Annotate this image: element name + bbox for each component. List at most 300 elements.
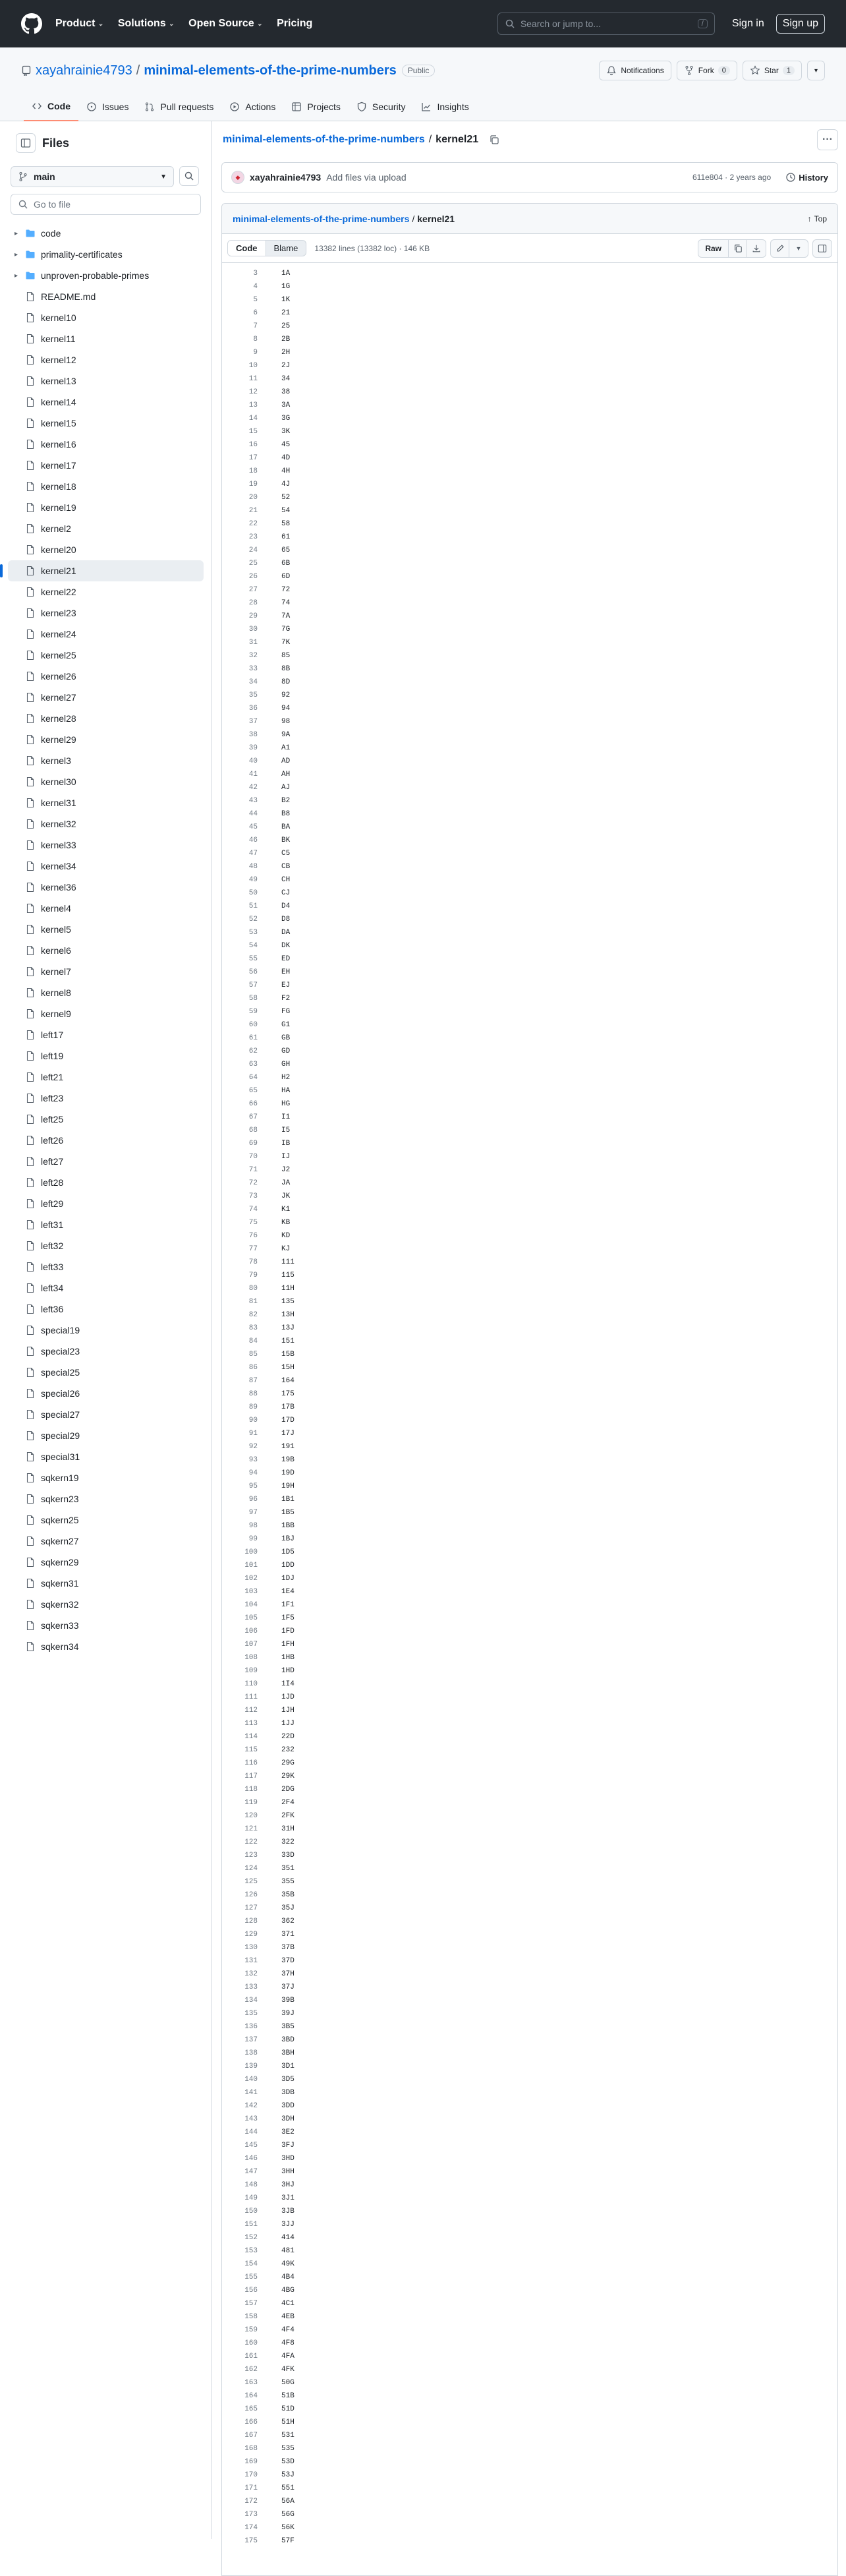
tree-file[interactable] <box>8 813 204 834</box>
tree-file[interactable] <box>8 1130 204 1151</box>
breadcrumb-repo-link[interactable]: minimal-elements-of-the-prime-numbers <box>223 134 425 145</box>
nav-open-source[interactable]: Open Source ⌄ <box>188 18 263 29</box>
line-number[interactable]: 31 <box>248 639 258 647</box>
tab-actions[interactable] <box>221 92 283 121</box>
tree-file[interactable] <box>8 1509 204 1531</box>
tree-file-selected[interactable] <box>8 560 204 581</box>
line-text: 3D5 <box>281 2076 295 2084</box>
tree-file[interactable] <box>8 370 204 392</box>
tab-insights[interactable] <box>413 92 476 121</box>
line-number[interactable]: 151 <box>244 2221 258 2229</box>
line-number[interactable]: 132 <box>244 1970 258 1978</box>
line-number[interactable]: 21 <box>248 507 258 515</box>
line-number[interactable]: 55 <box>248 955 258 963</box>
line-number[interactable]: 174 <box>244 2524 258 2532</box>
tree-file[interactable] <box>8 1404 204 1425</box>
file-icon <box>25 1262 36 1272</box>
line-number[interactable]: 127 <box>244 1904 258 1912</box>
line-number[interactable]: 107 <box>244 1641 258 1649</box>
line-number[interactable]: 51 <box>248 902 258 910</box>
tree-file[interactable] <box>8 624 204 645</box>
line-number[interactable]: 36 <box>248 705 258 713</box>
line-number[interactable]: 144 <box>244 2128 258 2136</box>
line-number[interactable]: 82 <box>248 1311 258 1319</box>
line-number[interactable]: 105 <box>244 1614 258 1622</box>
line-number[interactable]: 42 <box>248 784 258 792</box>
line-number[interactable]: 129 <box>244 1931 258 1939</box>
tree-file[interactable] <box>8 328 204 349</box>
line-number[interactable]: 15 <box>248 428 258 436</box>
line-number[interactable]: 12 <box>248 388 258 396</box>
tree-file[interactable] <box>8 1003 204 1024</box>
line-number[interactable]: 54 <box>248 942 258 950</box>
line-number[interactable]: 162 <box>244 2366 258 2374</box>
tree-file[interactable] <box>8 349 204 370</box>
file-icon <box>25 397 36 407</box>
line-number[interactable]: 145 <box>244 2142 258 2150</box>
line-number[interactable]: 74 <box>248 1206 258 1214</box>
line-number[interactable]: 68 <box>248 1127 258 1134</box>
tree-file[interactable] <box>8 307 204 328</box>
line-number[interactable]: 75 <box>248 1219 258 1227</box>
repo-owner-link[interactable]: xayahrainie4793 <box>36 63 132 78</box>
tree-file[interactable] <box>8 581 204 602</box>
tree-file[interactable] <box>8 497 204 518</box>
line-number[interactable]: 30 <box>248 626 258 633</box>
tree-file[interactable] <box>8 940 204 961</box>
file-icon <box>25 882 36 893</box>
tree-file[interactable] <box>8 1573 204 1594</box>
line-number[interactable]: 38 <box>248 731 258 739</box>
line-number[interactable]: 70 <box>248 1153 258 1161</box>
line-number[interactable]: 153 <box>244 2247 258 2255</box>
line-number[interactable]: 110 <box>244 1680 258 1688</box>
line-number[interactable]: 43 <box>248 797 258 805</box>
sidebar-collapse-icon <box>20 138 31 148</box>
line-number[interactable]: 102 <box>244 1575 258 1583</box>
line-number[interactable]: 34 <box>248 678 258 686</box>
line-number[interactable]: 104 <box>244 1601 258 1609</box>
line-number[interactable]: 86 <box>248 1364 258 1372</box>
tree-folder[interactable] <box>8 223 204 244</box>
notifications-button[interactable] <box>599 61 671 80</box>
line-number[interactable]: 37 <box>248 718 258 726</box>
line-number[interactable]: 52 <box>248 916 258 923</box>
edit-dropdown-button[interactable] <box>789 240 808 257</box>
tree-file[interactable] <box>8 982 204 1003</box>
line-number[interactable]: 159 <box>244 2326 258 2334</box>
line-number[interactable]: 175 <box>244 2537 258 2545</box>
line-number[interactable]: 9 <box>253 349 258 357</box>
star-count: 1 <box>783 66 795 75</box>
line-number[interactable]: 111 <box>244 1693 258 1701</box>
commit-author-link[interactable]: xayahrainie4793 <box>250 172 322 183</box>
line-number[interactable]: 40 <box>248 757 258 765</box>
line-number[interactable]: 128 <box>244 1917 258 1925</box>
line-number[interactable]: 60 <box>248 1021 258 1029</box>
nav-product[interactable]: Product ⌄ <box>55 18 103 29</box>
line-number[interactable]: 161 <box>244 2353 258 2360</box>
star-dropdown-button[interactable] <box>807 61 825 80</box>
line-number[interactable]: 61 <box>248 1034 258 1042</box>
line-number[interactable]: 3 <box>253 270 258 278</box>
line-number[interactable]: 88 <box>248 1390 258 1398</box>
code-line <box>222 1256 837 1269</box>
tree-file[interactable] <box>8 1320 204 1341</box>
line-number[interactable]: 89 <box>248 1403 258 1411</box>
line-number[interactable]: 167 <box>244 2432 258 2440</box>
line-number[interactable]: 125 <box>244 1878 258 1886</box>
line-number[interactable]: 41 <box>248 771 258 778</box>
line-number[interactable]: 71 <box>248 1166 258 1174</box>
line-number[interactable]: 81 <box>248 1298 258 1306</box>
line-number[interactable]: 16 <box>248 441 258 449</box>
line-number[interactable]: 45 <box>248 823 258 831</box>
line-number[interactable]: 8 <box>253 336 258 343</box>
collapse-sidebar-button[interactable] <box>16 133 36 153</box>
download-button[interactable] <box>747 240 766 257</box>
line-number[interactable]: 171 <box>244 2484 258 2492</box>
tree-file[interactable] <box>8 1467 204 1488</box>
tree-file[interactable] <box>8 455 204 476</box>
tree-file[interactable] <box>8 1193 204 1214</box>
search-input[interactable] <box>497 13 715 35</box>
line-number[interactable]: 27 <box>248 586 258 594</box>
line-number[interactable]: 44 <box>248 810 258 818</box>
line-number[interactable]: 13 <box>248 401 258 409</box>
line-number[interactable]: 93 <box>248 1456 258 1464</box>
copy-raw-button[interactable] <box>729 240 747 257</box>
tree-file[interactable] <box>8 539 204 560</box>
line-number[interactable]: 112 <box>244 1707 258 1714</box>
line-number[interactable]: 65 <box>248 1087 258 1095</box>
line-number[interactable]: 83 <box>248 1324 258 1332</box>
tree-file[interactable] <box>8 666 204 687</box>
tree-file[interactable] <box>8 1341 204 1362</box>
tree-file[interactable] <box>8 1425 204 1446</box>
line-number[interactable]: 62 <box>248 1047 258 1055</box>
line-number[interactable]: 85 <box>248 1351 258 1359</box>
tree-file[interactable] <box>8 1362 204 1383</box>
line-number[interactable]: 46 <box>248 836 258 844</box>
line-number[interactable]: 94 <box>248 1469 258 1477</box>
line-number[interactable]: 57 <box>248 981 258 989</box>
line-number[interactable]: 19 <box>248 481 258 488</box>
line-text: 1B5 <box>281 1509 295 1517</box>
tree-file[interactable] <box>8 771 204 792</box>
line-number[interactable]: 148 <box>244 2181 258 2189</box>
line-number[interactable]: 165 <box>244 2405 258 2413</box>
tree-file[interactable] <box>8 1256 204 1277</box>
line-number[interactable]: 152 <box>244 2234 258 2242</box>
line-number[interactable]: 26 <box>248 573 258 581</box>
line-number[interactable]: 137 <box>244 2036 258 2044</box>
line-number[interactable]: 23 <box>248 533 258 541</box>
tree-file[interactable] <box>8 1531 204 1552</box>
line-number[interactable]: 136 <box>244 2023 258 2031</box>
tab-issues[interactable] <box>78 92 136 121</box>
line-number[interactable]: 39 <box>248 744 258 752</box>
github-logo-icon[interactable] <box>21 13 42 34</box>
tree-file[interactable] <box>8 687 204 708</box>
line-number[interactable]: 11 <box>248 375 258 383</box>
tree-file[interactable] <box>8 1151 204 1172</box>
line-number[interactable]: 117 <box>244 1772 258 1780</box>
commit-message[interactable]: Add files via upload <box>326 172 407 183</box>
line-number[interactable]: 130 <box>244 1944 258 1952</box>
tree-folder[interactable] <box>8 265 204 286</box>
line-number[interactable]: 84 <box>248 1337 258 1345</box>
tree-file[interactable] <box>8 919 204 940</box>
line-number[interactable]: 114 <box>244 1733 258 1741</box>
history-button[interactable] <box>785 172 828 183</box>
line-number[interactable]: 24 <box>248 546 258 554</box>
code-view-button[interactable]: Code <box>228 241 266 256</box>
line-number[interactable]: 133 <box>244 1983 258 1991</box>
line-number[interactable]: 67 <box>248 1113 258 1121</box>
line-number[interactable]: 123 <box>244 1852 258 1859</box>
line-number[interactable]: 160 <box>244 2339 258 2347</box>
line-number[interactable]: 90 <box>248 1417 258 1424</box>
tree-file[interactable] <box>8 392 204 413</box>
tree-file[interactable] <box>8 286 204 307</box>
branch-selector[interactable] <box>11 166 174 187</box>
line-number[interactable]: 149 <box>244 2194 258 2202</box>
line-number[interactable]: 166 <box>244 2418 258 2426</box>
line-number[interactable]: 22 <box>248 520 258 528</box>
line-number[interactable]: 92 <box>248 1443 258 1451</box>
tree-file[interactable] <box>8 1045 204 1067</box>
tree-file[interactable] <box>8 1235 204 1256</box>
line-number[interactable]: 53 <box>248 929 258 937</box>
avatar[interactable]: ◆ <box>231 171 244 184</box>
tab-pull-requests[interactable] <box>136 92 221 121</box>
line-number[interactable]: 47 <box>248 850 258 858</box>
tree-file[interactable] <box>8 645 204 666</box>
edit-button[interactable] <box>771 240 789 257</box>
search-files-button[interactable] <box>179 166 199 186</box>
line-number[interactable]: 119 <box>244 1799 258 1807</box>
line-number[interactable]: 147 <box>244 2168 258 2176</box>
line-number[interactable]: 131 <box>244 1957 258 1965</box>
line-text: 3D1 <box>281 2063 295 2070</box>
line-number[interactable]: 156 <box>244 2287 258 2295</box>
line-number[interactable]: 17 <box>248 454 258 462</box>
line-number[interactable]: 78 <box>248 1258 258 1266</box>
file-path-repo-link[interactable]: minimal-elements-of-the-prime-numbers <box>233 213 410 224</box>
tree-file[interactable] <box>8 834 204 856</box>
line-number[interactable]: 135 <box>244 2010 258 2018</box>
chevron-right-icon: ▸ <box>14 250 18 258</box>
tree-file[interactable] <box>8 961 204 982</box>
line-number[interactable]: 4 <box>253 283 258 291</box>
line-number[interactable]: 14 <box>248 415 258 423</box>
line-number[interactable]: 106 <box>244 1627 258 1635</box>
code-line <box>222 1203 837 1216</box>
tree-file[interactable] <box>8 1488 204 1509</box>
line-number[interactable]: 169 <box>244 2458 258 2466</box>
line-number[interactable]: 80 <box>248 1285 258 1293</box>
line-number[interactable]: 115 <box>244 1746 258 1754</box>
line-number[interactable]: 50 <box>248 889 258 897</box>
line-number[interactable]: 97 <box>248 1509 258 1517</box>
line-number[interactable]: 76 <box>248 1232 258 1240</box>
tree-file[interactable] <box>8 1299 204 1320</box>
line-number[interactable]: 155 <box>244 2273 258 2281</box>
tree-file[interactable] <box>8 1109 204 1130</box>
breadcrumb <box>221 121 838 158</box>
line-number[interactable]: 58 <box>248 995 258 1003</box>
nav-pricing[interactable]: Pricing <box>277 18 313 29</box>
repo-name-link[interactable]: minimal-elements-of-the-prime-numbers <box>144 63 397 78</box>
tree-file[interactable] <box>8 413 204 434</box>
star-button[interactable] <box>743 61 802 80</box>
line-number[interactable]: 10 <box>248 362 258 370</box>
go-to-file-input[interactable] <box>11 194 201 215</box>
line-number[interactable]: 7 <box>253 322 258 330</box>
line-number[interactable]: 150 <box>244 2208 258 2215</box>
line-number[interactable]: 118 <box>244 1786 258 1794</box>
line-number[interactable]: 101 <box>244 1562 258 1569</box>
line-number[interactable]: 146 <box>244 2155 258 2163</box>
line-number[interactable]: 124 <box>244 1865 258 1873</box>
line-number[interactable]: 158 <box>244 2313 258 2321</box>
tree-file[interactable] <box>8 1024 204 1045</box>
line-number[interactable]: 172 <box>244 2498 258 2505</box>
line-number[interactable]: 116 <box>244 1759 258 1767</box>
line-number[interactable]: 109 <box>244 1667 258 1675</box>
line-number[interactable]: 168 <box>244 2445 258 2453</box>
tree-file[interactable] <box>8 1067 204 1088</box>
line-number[interactable]: 99 <box>248 1535 258 1543</box>
fork-button[interactable] <box>677 61 737 80</box>
tree-item-label: kernel23 <box>41 608 76 618</box>
line-number[interactable]: 69 <box>248 1140 258 1148</box>
line-number[interactable]: 103 <box>244 1588 258 1596</box>
sign-in-link[interactable]: Sign in <box>731 18 764 29</box>
tree-file[interactable] <box>8 518 204 539</box>
tree-file[interactable] <box>8 1636 204 1657</box>
tree-file[interactable] <box>8 1214 204 1235</box>
line-number[interactable]: 98 <box>248 1522 258 1530</box>
tab-security[interactable] <box>349 92 414 121</box>
tree-file[interactable] <box>8 729 204 750</box>
line-number[interactable]: 108 <box>244 1654 258 1662</box>
line-number[interactable]: 66 <box>248 1100 258 1108</box>
tree-file[interactable] <box>8 792 204 813</box>
nav-solutions[interactable]: Solutions ⌄ <box>117 18 175 29</box>
line-number[interactable]: 95 <box>248 1482 258 1490</box>
line-number[interactable]: 100 <box>244 1548 258 1556</box>
tree-file[interactable] <box>8 1552 204 1573</box>
line-number[interactable]: 121 <box>244 1825 258 1833</box>
line-number[interactable]: 173 <box>244 2511 258 2519</box>
line-number[interactable]: 134 <box>244 1997 258 2005</box>
line-number[interactable]: 163 <box>244 2379 258 2387</box>
line-number[interactable]: 91 <box>248 1430 258 1438</box>
line-number[interactable]: 87 <box>248 1377 258 1385</box>
line-number[interactable]: 5 <box>253 296 258 304</box>
tree-file[interactable] <box>8 750 204 771</box>
line-number[interactable]: 143 <box>244 2115 258 2123</box>
tree-file[interactable] <box>8 602 204 624</box>
line-number[interactable]: 33 <box>248 665 258 673</box>
tree-file[interactable] <box>8 1172 204 1193</box>
tree-file[interactable] <box>8 434 204 455</box>
tree-file[interactable] <box>8 708 204 729</box>
tree-file[interactable] <box>8 898 204 919</box>
tree-file[interactable] <box>8 1277 204 1299</box>
line-number[interactable]: 122 <box>244 1838 258 1846</box>
commit-meta[interactable]: 611e804 · 2 years ago <box>692 173 772 182</box>
line-number[interactable]: 48 <box>248 863 258 871</box>
line-number[interactable]: 73 <box>248 1192 258 1200</box>
sign-up-button[interactable]: Sign up <box>776 14 825 34</box>
line-number[interactable]: 164 <box>244 2392 258 2400</box>
file-icon <box>25 713 36 724</box>
tree-file[interactable] <box>8 1594 204 1615</box>
line-text: 51B <box>281 2392 295 2400</box>
line-number[interactable]: 77 <box>248 1245 258 1253</box>
line-number[interactable]: 35 <box>248 691 258 699</box>
tree-file[interactable] <box>8 1446 204 1467</box>
line-number[interactable]: 113 <box>244 1720 258 1728</box>
line-number[interactable]: 25 <box>248 560 258 568</box>
tree-file[interactable] <box>8 1615 204 1636</box>
line-number[interactable]: 59 <box>248 1008 258 1016</box>
line-number[interactable]: 96 <box>248 1496 258 1504</box>
tree-file[interactable] <box>8 476 204 497</box>
line-number[interactable]: 29 <box>248 612 258 620</box>
line-number[interactable]: 141 <box>244 2089 258 2097</box>
line-number[interactable]: 154 <box>244 2260 258 2268</box>
line-number[interactable]: 79 <box>248 1272 258 1279</box>
line-number[interactable]: 120 <box>244 1812 258 1820</box>
line-number[interactable]: 49 <box>248 876 258 884</box>
line-number[interactable]: 56 <box>248 968 258 976</box>
tree-item-label: kernel33 <box>41 840 76 850</box>
line-number[interactable]: 142 <box>244 2102 258 2110</box>
line-number[interactable]: 64 <box>248 1074 258 1082</box>
tree-file[interactable] <box>8 856 204 877</box>
line-number[interactable]: 6 <box>253 309 258 317</box>
line-number[interactable]: 126 <box>244 1891 258 1899</box>
line-number[interactable]: 63 <box>248 1061 258 1068</box>
more-options-button[interactable] <box>817 129 838 150</box>
line-number[interactable]: 32 <box>248 652 258 660</box>
line-number[interactable]: 20 <box>248 494 258 502</box>
tree-folder[interactable] <box>8 244 204 265</box>
line-number[interactable]: 139 <box>244 2063 258 2070</box>
tab-projects[interactable] <box>283 92 349 121</box>
line-number[interactable]: 72 <box>248 1179 258 1187</box>
top-button[interactable] <box>808 214 827 223</box>
line-number[interactable]: 140 <box>244 2076 258 2084</box>
line-number[interactable]: 18 <box>248 467 258 475</box>
copy-path-icon[interactable] <box>489 134 499 145</box>
tree-file[interactable] <box>8 1088 204 1109</box>
line-number[interactable]: 28 <box>248 599 258 607</box>
line-number[interactable]: 157 <box>244 2300 258 2308</box>
raw-button[interactable]: Raw <box>698 240 729 257</box>
line-number[interactable]: 138 <box>244 2049 258 2057</box>
blame-view-button[interactable]: Blame <box>273 243 298 253</box>
symbols-panel-button[interactable] <box>813 240 832 257</box>
tab-code[interactable] <box>24 92 78 121</box>
tree-file[interactable] <box>8 877 204 898</box>
line-number[interactable]: 170 <box>244 2471 258 2479</box>
tree-file[interactable] <box>8 1383 204 1404</box>
